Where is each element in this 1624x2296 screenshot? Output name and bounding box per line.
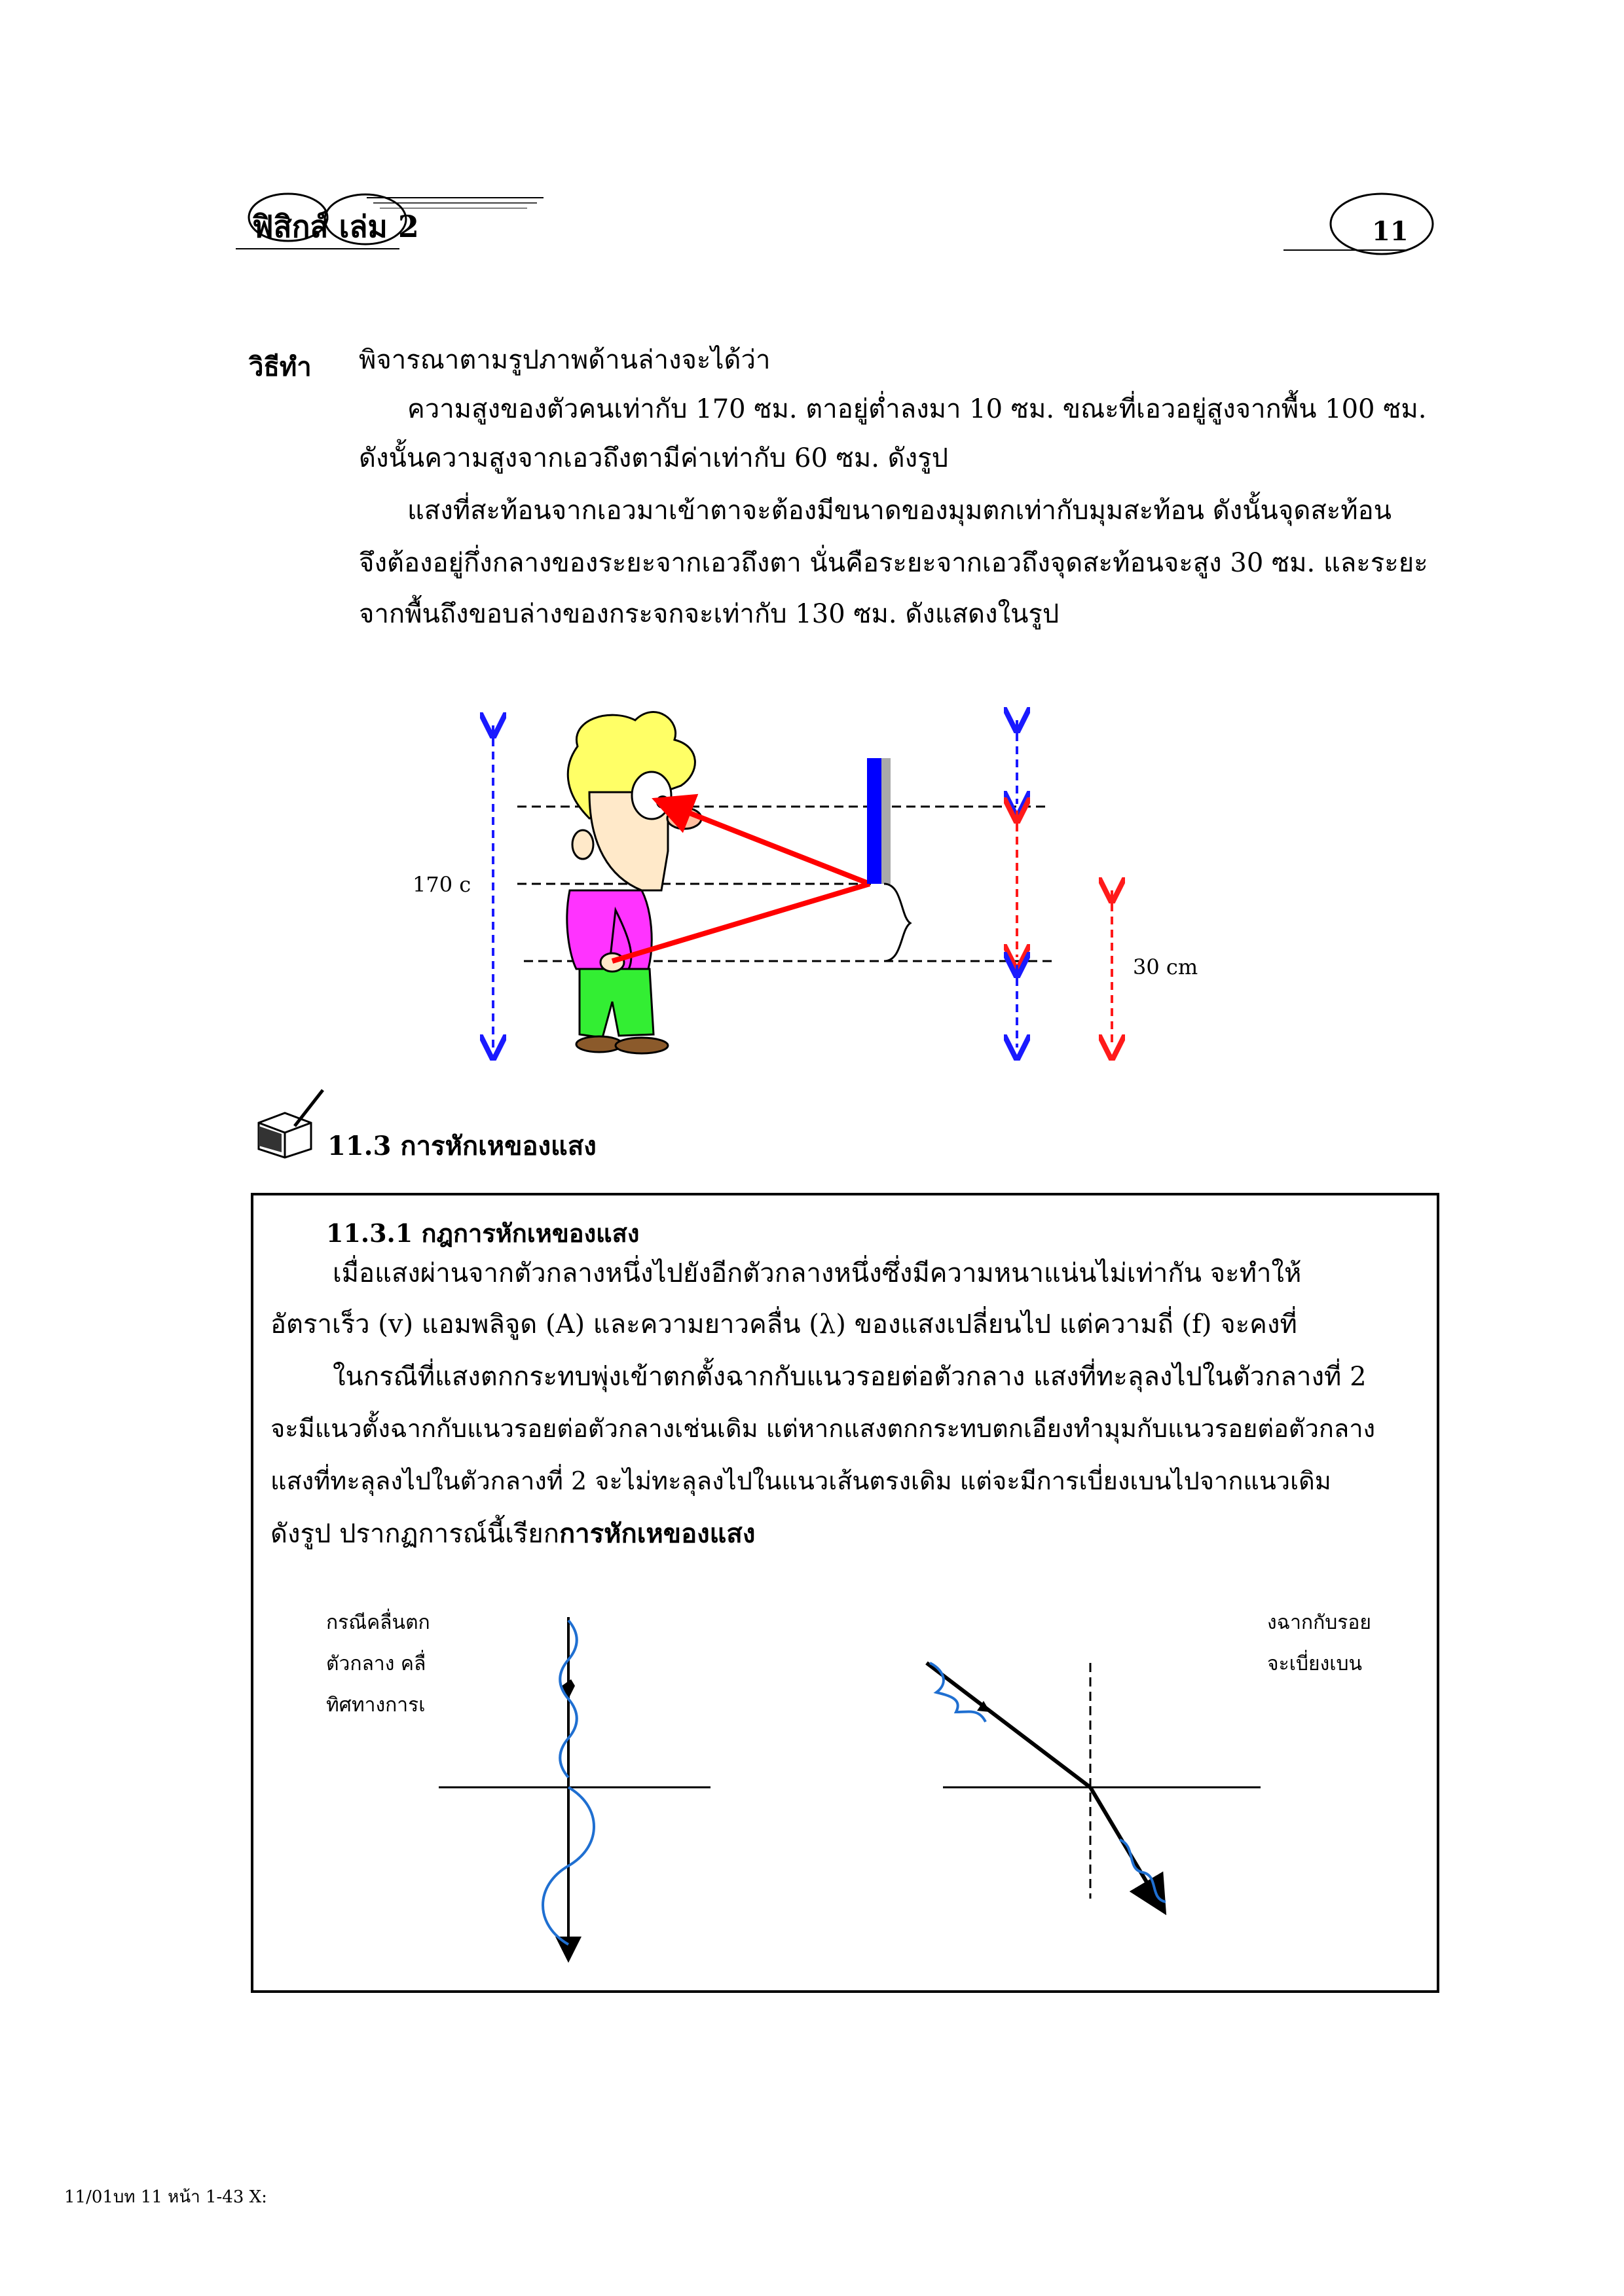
ray-arrowhead bbox=[562, 1679, 575, 1699]
refracted-ray-right bbox=[1090, 1787, 1162, 1908]
incident-ray-right bbox=[927, 1663, 1090, 1787]
left-caption-3: ทิศทางการเ bbox=[326, 1694, 426, 1717]
subsection-title: 11.3.1 กฎการหักเหของแสง bbox=[326, 1218, 640, 1248]
solution-line-1: พิจารณาตามรูปภาพด้านล่างจะได้ว่า bbox=[359, 345, 771, 375]
box-line-6 bbox=[270, 1518, 756, 1549]
refraction-keyword: การหักเหของแสง bbox=[559, 1518, 756, 1549]
book-title: ฟิสิกส์ เล่ม 2 bbox=[252, 209, 419, 244]
footer: 11/01บท 11 หน้า 1-43 X: bbox=[64, 2187, 267, 2207]
solution-line-5: จึงต้องอยู่กึ่งกลางของระยะจากเอวถึงตา นั่นคือระยะจากเอวถึงจุดสะท้อนจะสูง 30 ซม. และระยะ bbox=[359, 548, 1428, 578]
box-line-2: อัตราเร็ว (v) แอมพลิจูด (A) และความยาวคลื่น (λ) ของแสงเปลี่ยนไป แต่ความถี่ (f) จะคงที่ bbox=[270, 1309, 1297, 1339]
solution-line-2: ความสูงของตัวคนเท่ากับ 170 ซม. ตาอยู่ต่ำลงมา 10 ซม. ขณะที่เอวอยู่สูงจากพื้น 100 ซม. bbox=[407, 394, 1427, 424]
reflected-ray bbox=[661, 802, 870, 884]
solution-label: วิธีทำ bbox=[249, 352, 312, 382]
refraction-diagrams bbox=[393, 1571, 1310, 1964]
person-eye bbox=[632, 772, 671, 819]
left-caption-1: กรณีคลื่นตก bbox=[326, 1611, 430, 1634]
box-line-6-prefix: ดังรูป ปรากฏการณ์นี้เรียก bbox=[270, 1519, 559, 1549]
mirror-back bbox=[881, 758, 891, 884]
solution-line-3: ดังนั้นความสูงจากเอวถึงตามีค่าเท่ากับ 60 ซม. ดังรูป bbox=[359, 443, 948, 473]
mirror-diagram bbox=[393, 694, 1244, 1061]
distance-label: 30 cm bbox=[1133, 955, 1198, 979]
right-caption-1: งฉากกับรอย bbox=[1267, 1611, 1372, 1634]
mirror-figure bbox=[393, 694, 1244, 1061]
brace bbox=[884, 884, 910, 961]
solution-line-6: จากพื้นถึงขอบล่างของกระจกจะเท่ากับ 130 ซม. ดังแสดงในรูป bbox=[359, 599, 1060, 629]
box-line-5: แสงที่ทะลุลงไปในตัวกลางที่ 2 จะไม่ทะลุลงไปในแนวเส้นตรงเดิม แต่จะมีการเบี่ยงเบนไปจากแนวเดิม bbox=[270, 1467, 1331, 1495]
box-line-4: จะมีแนวตั้งฉากกับแนวรอยต่อตัวกลางเช่นเดิม แต่หากแสงตกกระทบตกเอียงทำมุมกับแนวรอยต่อตัวกลาง bbox=[270, 1414, 1376, 1443]
solution-line-4: แสงที่สะท้อนจากเอวมาเข้าตาจะต้องมีขนาดของมุมตกเท่ากับมุมสะท้อน ดังนั้นจุดสะท้อน bbox=[407, 496, 1392, 526]
box-line-1: เมื่อแสงผ่านจากตัวกลางหนึ่งไปยังอีกตัวกลางหนึ่งซึ่งมีความหนาแน่นไม่เท่ากัน จะทำให้ bbox=[333, 1258, 1302, 1288]
right-caption-2: จะเบี่ยงเบน bbox=[1267, 1652, 1363, 1675]
person-shoe bbox=[616, 1038, 668, 1053]
page-number: 11 bbox=[1372, 216, 1409, 247]
person-ear bbox=[572, 830, 593, 859]
box-line-3: ในกรณีที่แสงตกกระทบพุ่งเข้าตกตั้งฉากกับแนวรอยต่อตัวกลาง แสงที่ทะลุลงไปในตัวกลางที่ 2 bbox=[333, 1362, 1367, 1392]
left-caption-2: ตัวกลาง คลื่ bbox=[326, 1652, 426, 1675]
height-label: 170 c bbox=[413, 872, 471, 897]
pencil-icon bbox=[246, 1087, 331, 1159]
mirror bbox=[867, 758, 881, 884]
person-pants bbox=[580, 969, 654, 1038]
refraction-diagram bbox=[393, 1571, 1310, 1964]
section-title: 11.3 การหักเหของแสง bbox=[327, 1131, 597, 1161]
